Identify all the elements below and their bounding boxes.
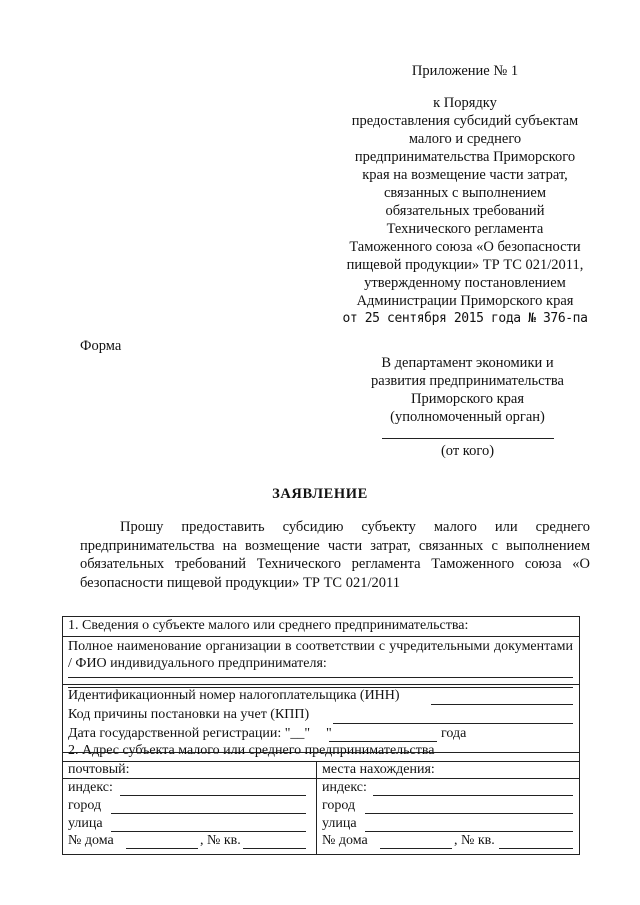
appendix-line: Администрации Приморского края xyxy=(356,293,574,309)
section2-header: 2. Адрес субъекта малого или среднего предпринимательства xyxy=(68,743,435,758)
recipient-line: В департамент экономики и xyxy=(381,355,554,371)
location-city-field[interactable] xyxy=(365,813,573,814)
sender-blank-line[interactable] xyxy=(382,437,554,439)
recipient-line: Приморского края xyxy=(410,391,524,407)
request-paragraph: Прошу предоставить субсидию субъекту малого или среднего предпринимательства на возмещение части затрат, связанных с выполнением обязательных требований Технического регламента Таможенного союза «О безопасности пищевой продукции» ТР ТС 021/2011 xyxy=(80,519,590,591)
appendix-line: края на возмещение части затрат, xyxy=(362,167,568,183)
inn-field[interactable] xyxy=(431,704,573,705)
postal-street-field[interactable] xyxy=(111,831,306,832)
appendix-line: Технического регламента xyxy=(386,221,544,237)
location-house-field[interactable] xyxy=(380,848,452,849)
full-name-field-line-1[interactable] xyxy=(68,677,573,678)
section1-header-row xyxy=(63,617,579,637)
appendix-line: пищевой продукции» ТР ТС 021/2011, xyxy=(346,257,584,273)
section1-header: 1. Сведения о субъекте малого или среднего предпринимательства: xyxy=(68,618,469,633)
appendix-line: связанных с выполнением xyxy=(383,185,547,201)
location-index-label: индекс: xyxy=(322,780,367,795)
location-apt-field[interactable] xyxy=(499,848,573,849)
inn-label: Идентификационный номер налогоплательщика (ИНН) xyxy=(68,688,400,703)
postal-house-field[interactable] xyxy=(126,848,198,849)
form-label: Форма xyxy=(80,338,122,354)
location-house-label: № дома xyxy=(322,833,368,848)
appendix-line: к Порядку xyxy=(433,95,497,111)
postal-apt-label: , № кв. xyxy=(200,833,241,848)
appendix-line: утвержденному постановлением xyxy=(364,275,566,291)
location-index-field[interactable] xyxy=(373,795,573,796)
postal-index-label: индекс: xyxy=(68,780,113,795)
kpp-field[interactable] xyxy=(333,723,573,724)
postal-header: почтовый: xyxy=(68,762,130,777)
sender-caption: (от кого) xyxy=(440,443,495,459)
recipient-line: развития предпринимательства xyxy=(371,373,564,389)
appendix-line: обязательных требований xyxy=(385,203,545,219)
location-city-label: город xyxy=(322,798,356,813)
location-header: места нахождения: xyxy=(322,762,435,777)
appendix-line: предоставления субсидий субъектам xyxy=(351,113,579,129)
recipient-line: (уполномоченный орган) xyxy=(390,409,545,425)
full-name-label: Полное наименование организации в соответствии с учредительными документами / ФИО индивидуального предпринимателя: xyxy=(68,639,573,671)
document-title: ЗАЯВЛЕНИЕ xyxy=(272,486,368,502)
reg-date-label: Дата государственной регистрации: "__" xyxy=(68,726,311,741)
appendix-line: малого и среднего xyxy=(408,131,522,147)
appendix-line: Таможенного союза «О безопасности xyxy=(349,239,581,255)
reg-date-field[interactable] xyxy=(329,741,437,742)
kpp-label: Код причины постановки на учет (КПП) xyxy=(68,707,310,722)
full-name-row xyxy=(63,637,579,684)
location-apt-label: , № кв. xyxy=(454,833,495,848)
postal-apt-field[interactable] xyxy=(243,848,306,849)
application-table xyxy=(62,616,580,855)
recipient-block xyxy=(360,354,575,460)
appendix-date-stamp: от 25 сентября 2015 года № 376-па xyxy=(342,311,588,326)
section2-header-row xyxy=(63,743,579,762)
location-street-label: улица xyxy=(322,816,357,831)
reg-date-year: года xyxy=(441,726,467,741)
appendix-line: предпринимательства Приморского xyxy=(354,149,576,165)
postal-index-field[interactable] xyxy=(120,795,306,796)
address-columns-header-row xyxy=(63,762,579,779)
postal-house-label: № дома xyxy=(68,833,114,848)
reg-date-quote: " xyxy=(326,726,332,741)
appendix-number: Приложение № 1 xyxy=(411,63,519,79)
location-street-field[interactable] xyxy=(365,831,573,832)
postal-city-label: город xyxy=(68,798,102,813)
postal-street-label: улица xyxy=(68,816,103,831)
appendix-block xyxy=(340,62,590,328)
postal-city-field[interactable] xyxy=(111,813,306,814)
